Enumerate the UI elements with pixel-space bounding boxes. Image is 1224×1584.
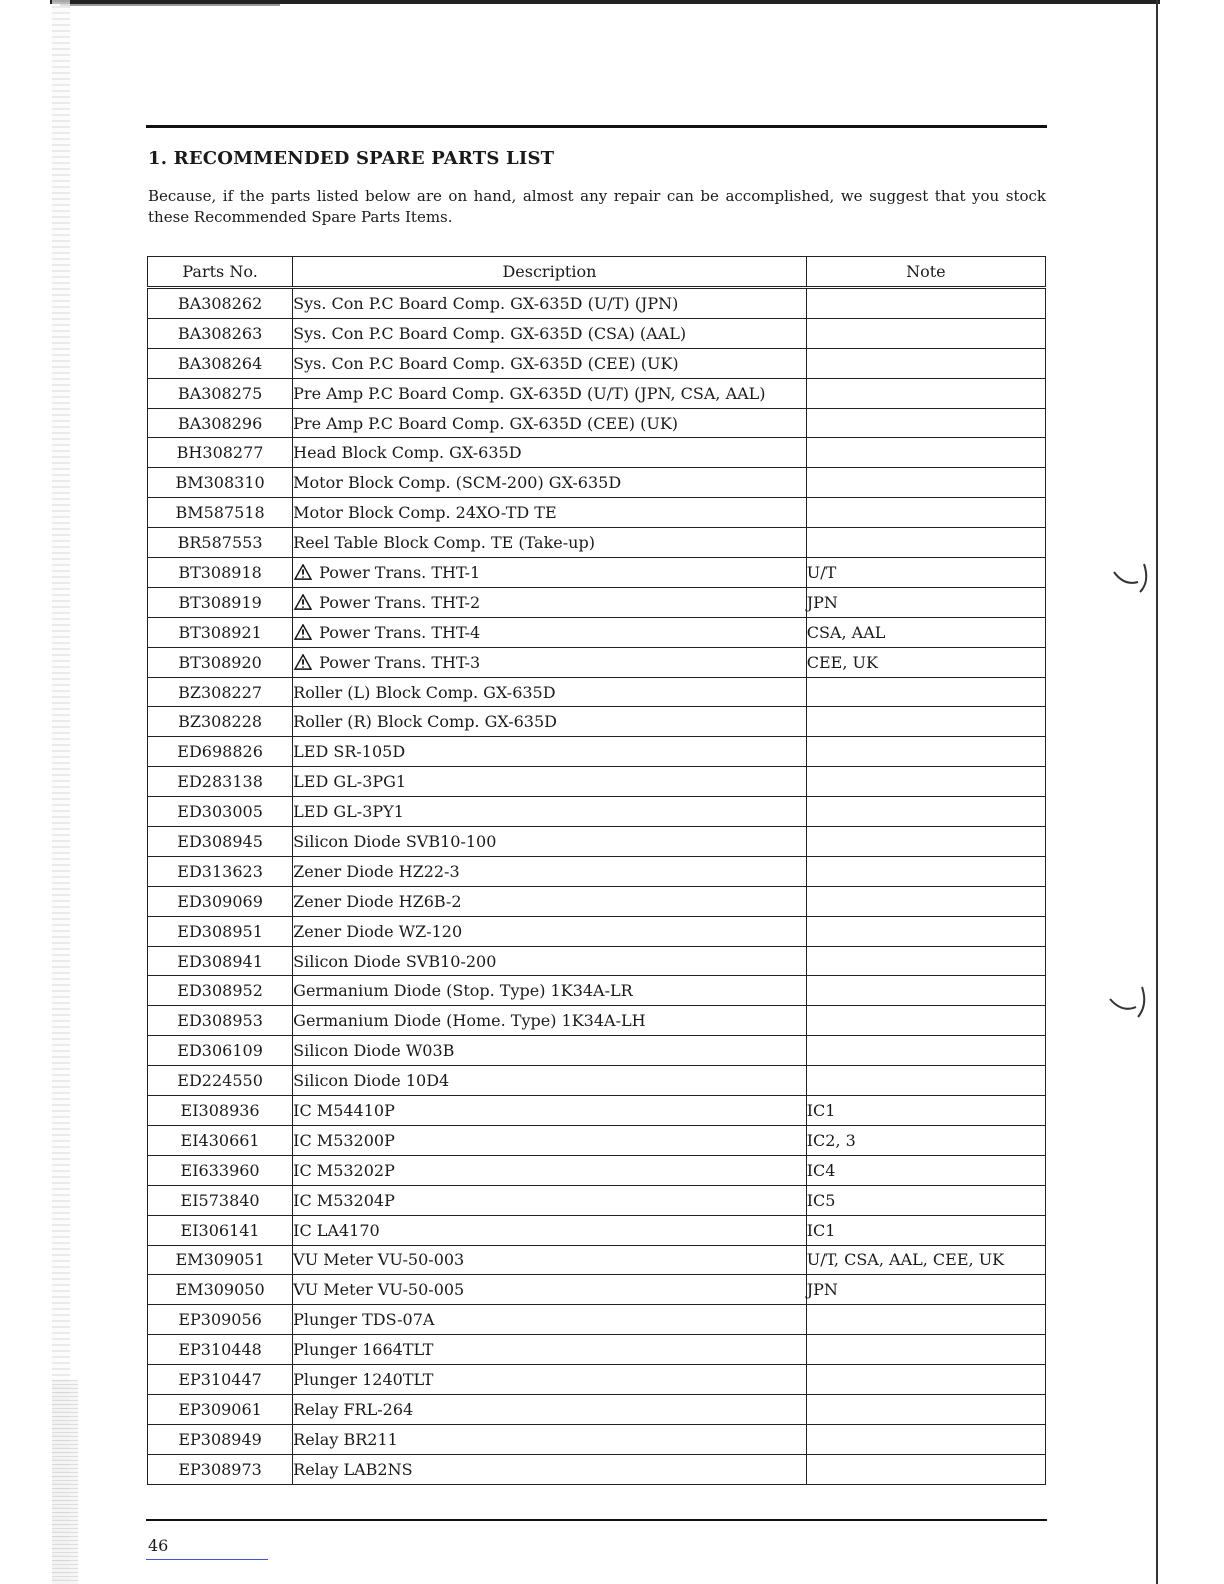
description-text: Motor Block Comp. 24XO-TD TE — [293, 503, 557, 523]
parts-no-cell: EM309050 — [148, 1275, 293, 1305]
description-text: Head Block Comp. GX-635D — [293, 443, 522, 463]
scan-mark-lower — [1106, 985, 1152, 1025]
table-row — [148, 1335, 1046, 1365]
note-cell: IC5 — [806, 1185, 1045, 1215]
note-cell — [806, 438, 1045, 468]
parts-no-cell: EP310448 — [148, 1335, 293, 1365]
note-cell — [806, 946, 1045, 976]
description-cell — [293, 378, 807, 408]
parts-no-cell: ED224550 — [148, 1066, 293, 1096]
table-row — [148, 528, 1046, 558]
description-text: Plunger TDS-07A — [293, 1310, 435, 1330]
parts-no-cell: EP310447 — [148, 1365, 293, 1395]
parts-no-cell: EI573840 — [148, 1185, 293, 1215]
parts-no-cell: ED283138 — [148, 767, 293, 797]
description-cell — [293, 1424, 807, 1454]
description-cell — [293, 827, 807, 857]
parts-no-cell: ED313623 — [148, 856, 293, 886]
parts-no-cell: ED308952 — [148, 976, 293, 1006]
description-text: Zener Diode HZ6B-2 — [293, 891, 462, 911]
description-cell — [293, 558, 807, 588]
description-cell — [293, 1185, 807, 1215]
note-cell — [806, 288, 1045, 319]
table-row — [148, 827, 1046, 857]
table-row — [148, 1185, 1046, 1215]
description-cell — [293, 1036, 807, 1066]
table-row — [148, 677, 1046, 707]
table-row — [148, 468, 1046, 498]
spare-parts-table — [147, 256, 1046, 1485]
parts-no-cell: BT308921 — [148, 617, 293, 647]
description-cell — [293, 438, 807, 468]
description-text: Pre Amp P.C Board Comp. GX-635D (CEE) (UK) — [293, 413, 679, 433]
description-cell — [293, 647, 807, 677]
description-cell — [293, 1245, 807, 1275]
description-cell — [293, 1335, 807, 1365]
parts-no-cell: BZ308227 — [148, 677, 293, 707]
description-cell — [293, 1394, 807, 1424]
description-text: IC LA4170 — [293, 1220, 380, 1240]
note-cell — [806, 378, 1045, 408]
note-cell — [806, 1006, 1045, 1036]
description-text: Power Trans. THT-1 — [319, 562, 481, 582]
page-number: 46 — [148, 1536, 169, 1555]
note-cell — [806, 827, 1045, 857]
note-cell — [806, 1394, 1045, 1424]
table-row — [148, 1424, 1046, 1454]
note-cell — [806, 1365, 1045, 1395]
note-cell — [806, 976, 1045, 1006]
table-header-row — [148, 257, 1046, 288]
description-text: Sys. Con P.C Board Comp. GX-635D (U/T) (JPN) — [293, 293, 679, 313]
note-cell — [806, 856, 1045, 886]
description-cell — [293, 767, 807, 797]
parts-no-cell: BA308275 — [148, 378, 293, 408]
header-note: Note — [806, 257, 1045, 288]
parts-no-cell: BA308262 — [148, 288, 293, 319]
parts-no-cell: BA308296 — [148, 408, 293, 438]
description-text: Relay FRL-264 — [293, 1399, 414, 1419]
description-cell — [293, 348, 807, 378]
table-row — [148, 856, 1046, 886]
note-cell — [806, 468, 1045, 498]
table-row — [148, 617, 1046, 647]
description-text: Reel Table Block Comp. TE (Take-up) — [293, 533, 595, 553]
note-cell — [806, 797, 1045, 827]
description-text: LED GL-3PG1 — [293, 772, 407, 792]
description-text: Zener Diode WZ-120 — [293, 921, 463, 941]
description-cell — [293, 1365, 807, 1395]
table-row — [148, 737, 1046, 767]
description-cell — [293, 498, 807, 528]
description-text: Silicon Diode SVB10-100 — [293, 831, 497, 851]
note-cell — [806, 1454, 1045, 1484]
note-cell: IC1 — [806, 1215, 1045, 1245]
parts-no-cell: EP309061 — [148, 1394, 293, 1424]
note-cell — [806, 1036, 1045, 1066]
description-text: Power Trans. THT-2 — [319, 592, 481, 612]
description-cell — [293, 797, 807, 827]
note-cell: JPN — [806, 587, 1045, 617]
description-cell — [293, 1066, 807, 1096]
table-row — [148, 886, 1046, 916]
description-text: Roller (L) Block Comp. GX-635D — [293, 682, 556, 702]
parts-no-cell: BM308310 — [148, 468, 293, 498]
description-text: Roller (R) Block Comp. GX-635D — [293, 712, 557, 732]
note-cell — [806, 498, 1045, 528]
table-row — [148, 797, 1046, 827]
scan-top-edge-shadow — [60, 4, 280, 6]
description-text: IC M53204P — [293, 1190, 395, 1210]
table-row — [148, 707, 1046, 737]
parts-no-cell: EP308949 — [148, 1424, 293, 1454]
section-title: 1. RECOMMENDED SPARE PARTS LIST — [148, 148, 555, 169]
parts-no-cell: ED308945 — [148, 827, 293, 857]
note-cell — [806, 348, 1045, 378]
table-row — [148, 1036, 1046, 1066]
description-text: LED GL-3PY1 — [293, 802, 404, 822]
parts-no-cell: BT308919 — [148, 587, 293, 617]
description-cell — [293, 1096, 807, 1126]
scan-right-edge — [1156, 0, 1158, 1584]
table-row — [148, 976, 1046, 1006]
description-cell — [293, 1125, 807, 1155]
note-cell — [806, 707, 1045, 737]
description-text: Pre Amp P.C Board Comp. GX-635D (U/T) (JPN, CSA, AAL) — [293, 383, 766, 403]
description-cell — [293, 1275, 807, 1305]
table-row — [148, 767, 1046, 797]
table-row — [148, 1365, 1046, 1395]
parts-no-cell: ED308953 — [148, 1006, 293, 1036]
table-row — [148, 1215, 1046, 1245]
description-cell — [293, 288, 807, 319]
description-cell — [293, 468, 807, 498]
parts-no-cell: BR587553 — [148, 528, 293, 558]
note-cell — [806, 408, 1045, 438]
description-cell — [293, 737, 807, 767]
description-cell — [293, 318, 807, 348]
note-cell: IC2, 3 — [806, 1125, 1045, 1155]
table-row — [148, 946, 1046, 976]
description-text: Power Trans. THT-3 — [319, 652, 481, 672]
description-cell — [293, 587, 807, 617]
table-row — [148, 408, 1046, 438]
safety-warning-icon — [293, 594, 313, 610]
safety-warning-icon — [293, 564, 313, 580]
table-body — [148, 288, 1046, 1485]
table-row — [148, 916, 1046, 946]
note-cell — [806, 1066, 1045, 1096]
footer-rule — [146, 1519, 1047, 1521]
description-text: Germanium Diode (Home. Type) 1K34A-LH — [293, 1011, 646, 1031]
note-cell — [806, 737, 1045, 767]
note-cell: CSA, AAL — [806, 617, 1045, 647]
scan-binding-edge — [52, 0, 70, 1584]
description-text: IC M53202P — [293, 1160, 395, 1180]
table-row — [148, 587, 1046, 617]
note-cell: IC1 — [806, 1096, 1045, 1126]
parts-no-cell: EI308936 — [148, 1096, 293, 1126]
table-row — [148, 558, 1046, 588]
description-text: Silicon Diode W03B — [293, 1041, 455, 1061]
table-row — [148, 498, 1046, 528]
parts-no-cell: ED309069 — [148, 886, 293, 916]
parts-no-cell: BZ308228 — [148, 707, 293, 737]
description-text: Sys. Con P.C Board Comp. GX-635D (CSA) (AAL) — [293, 323, 687, 343]
scan-mark-upper — [1110, 560, 1154, 600]
table-row — [148, 1006, 1046, 1036]
note-cell — [806, 677, 1045, 707]
header-parts-no: Parts No. — [148, 257, 293, 288]
parts-no-cell: EI430661 — [148, 1125, 293, 1155]
table-row — [148, 348, 1046, 378]
description-cell — [293, 707, 807, 737]
description-cell — [293, 856, 807, 886]
parts-no-cell: BA308263 — [148, 318, 293, 348]
description-text: Motor Block Comp. (SCM-200) GX-635D — [293, 473, 622, 493]
parts-no-cell: ED308941 — [148, 946, 293, 976]
note-cell — [806, 528, 1045, 558]
description-text: Plunger 1664TLT — [293, 1340, 434, 1360]
description-text: Relay BR211 — [293, 1429, 398, 1449]
note-cell: JPN — [806, 1275, 1045, 1305]
table-row — [148, 1305, 1046, 1335]
description-text: VU Meter VU-50-005 — [293, 1280, 465, 1300]
note-cell: IC4 — [806, 1155, 1045, 1185]
parts-no-cell: ED698826 — [148, 737, 293, 767]
description-text: Silicon Diode 10D4 — [293, 1071, 450, 1091]
table-row — [148, 1275, 1046, 1305]
description-text: Plunger 1240TLT — [293, 1370, 434, 1389]
description-cell — [293, 976, 807, 1006]
note-cell — [806, 1305, 1045, 1335]
safety-warning-icon — [293, 624, 313, 640]
parts-no-cell: EP309056 — [148, 1305, 293, 1335]
page-number-underline — [146, 1559, 268, 1560]
header-description: Description — [293, 257, 807, 288]
note-cell: U/T, CSA, AAL, CEE, UK — [806, 1245, 1045, 1275]
note-cell — [806, 1335, 1045, 1365]
table-row — [148, 288, 1046, 319]
note-cell — [806, 1424, 1045, 1454]
description-text: Germanium Diode (Stop. Type) 1K34A-LR — [293, 981, 633, 1001]
description-cell — [293, 1155, 807, 1185]
parts-no-cell: EI306141 — [148, 1215, 293, 1245]
description-cell — [293, 946, 807, 976]
description-cell — [293, 1215, 807, 1245]
parts-no-cell: BT308918 — [148, 558, 293, 588]
note-cell: U/T — [806, 558, 1045, 588]
description-cell — [293, 408, 807, 438]
description-cell — [293, 916, 807, 946]
description-cell — [293, 1305, 807, 1335]
intro-paragraph: Because, if the parts listed below are on hand, almost any repair can be accomplished, we suggest that you stock these Recommended Spare Parts Items. — [148, 187, 1046, 226]
note-cell — [806, 886, 1045, 916]
parts-no-cell: ED306109 — [148, 1036, 293, 1066]
description-cell — [293, 677, 807, 707]
description-text: Relay LAB2NS — [293, 1459, 413, 1479]
table-row — [148, 1394, 1046, 1424]
table-row — [148, 1096, 1046, 1126]
table-row — [148, 438, 1046, 468]
table-row — [148, 1125, 1046, 1155]
description-cell — [293, 1454, 807, 1484]
description-text: VU Meter VU-50-003 — [293, 1250, 465, 1270]
description-text: Silicon Diode SVB10-200 — [293, 951, 497, 971]
table-row — [148, 318, 1046, 348]
parts-no-cell: BM587518 — [148, 498, 293, 528]
table-row — [148, 1454, 1046, 1484]
description-cell — [293, 528, 807, 558]
parts-no-cell: BA308264 — [148, 348, 293, 378]
note-cell — [806, 916, 1045, 946]
parts-no-cell: EI633960 — [148, 1155, 293, 1185]
note-cell — [806, 318, 1045, 348]
parts-no-cell: ED303005 — [148, 797, 293, 827]
description-text: Zener Diode HZ22-3 — [293, 861, 460, 881]
table-row — [148, 647, 1046, 677]
header-rule — [146, 125, 1047, 128]
table-row — [148, 378, 1046, 408]
description-cell — [293, 617, 807, 647]
parts-no-cell: BH308277 — [148, 438, 293, 468]
description-text: Power Trans. THT-4 — [319, 622, 481, 642]
note-cell — [806, 767, 1045, 797]
table-row — [148, 1066, 1046, 1096]
parts-no-cell: BT308920 — [148, 647, 293, 677]
safety-warning-icon — [293, 654, 313, 670]
description-cell — [293, 886, 807, 916]
description-text: LED SR-105D — [293, 742, 406, 762]
scan-binding-edge-lower — [52, 1380, 78, 1584]
description-text: IC M53200P — [293, 1130, 395, 1150]
parts-no-cell: EM309051 — [148, 1245, 293, 1275]
parts-no-cell: ED308951 — [148, 916, 293, 946]
description-cell — [293, 1006, 807, 1036]
table-row — [148, 1155, 1046, 1185]
description-text: Sys. Con P.C Board Comp. GX-635D (CEE) (UK) — [293, 353, 679, 373]
table-row — [148, 1245, 1046, 1275]
note-cell: CEE, UK — [806, 647, 1045, 677]
parts-no-cell: EP308973 — [148, 1454, 293, 1484]
description-text: IC M54410P — [293, 1100, 395, 1120]
